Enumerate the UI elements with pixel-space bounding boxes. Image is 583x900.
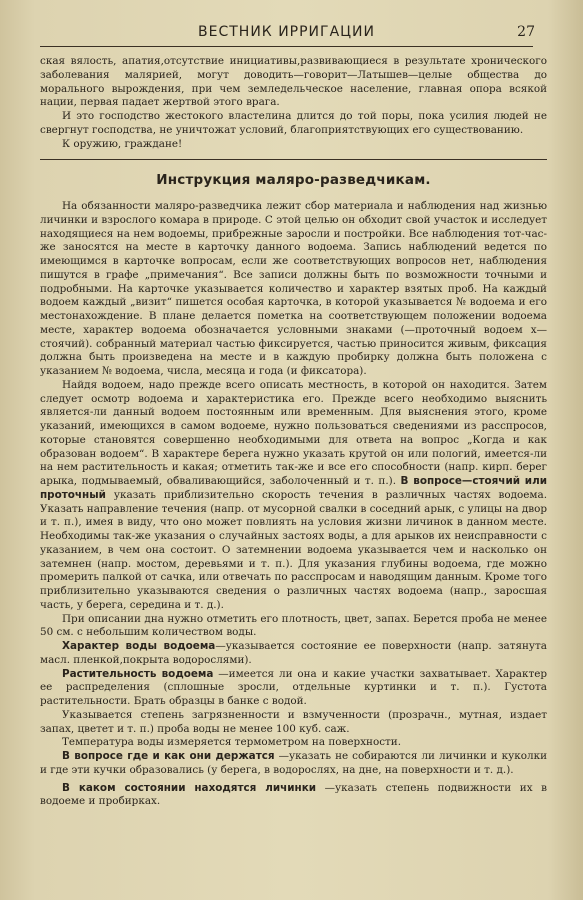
paragraph-text: —указать степень подвижности их в водоеме и пробирках. (40, 781, 547, 808)
running-header (40, 22, 533, 47)
paragraph: К оружию, граждане! (62, 137, 183, 150)
run-in-heading: Растительность водоема (62, 667, 214, 680)
emphasis-text: В вопросе—стоячий или проточный (40, 475, 547, 501)
paragraph: И это господство жестокого властелина длится до той поры, пока усилия людей не свергнут господства, не уничтожат условий, благоприятствующих его существованию. (40, 110, 547, 136)
paragraph-text: Найдя водоем, надо прежде всего описать местность, в которой он находится. Затем следует осмотр водоема и характеристика его. Прежде всего необходимо выяснить является-ли данный водоем постоянным или временным. Для выяснения этого, кроме указаний, имеющихся в самом водоеме, нужно пользоваться сведениями из расспросов, которые становятся совершенно необходимыми для ответа на вопрос „Когда и как образован водоем“. В характере берега нужно указать крутой он или пологий, имеется-ли на нем растительность и какая; отметить так-же и все его способности (напр. кирп. берег арыка, подмываемый, обваливающийся, заболоченный и т. п.). (40, 378, 547, 487)
paragraph: При описании дна нужно отметить его плотность, цвет, запах. Берется проба не менее 50 см. с небольшим количеством воды. (40, 612, 547, 639)
paragraph: Температура воды измеряется термометром на поверхности. (62, 736, 402, 749)
paragraph (40, 379, 547, 613)
paragraph: На обязанности маляро-разведчика лежит сбор материала и наблюдения над жизнью личинки и взрослого комара в природе. С этой целью он обходит свой участок и исследует находящиеся на нем водоемы, прибрежные заросли и постройки. Все наблюдения тот-час-же заносятся на месте в карточку данного водоема. Запись наблюдений ведется по имеющимся в карточке вопросам, если же соответствующих вопросов нет, наблюдения пишутся в графе „примечания“. Все записи должны быть по возможности точными и подробными. На карточке указывается количество и характер взятых проб. На каждый водоем каждый „визит“ пишется особая карточка, в которой указывается № водоема и его местонахождение. В плане делается пометка на соответствующем положении водоема месте, характер водоема обозначается условными знаками (—проточный водоем х—стоячий). собранный материал частью фиксируется, частью приносится живым, фиксация должна быть произведена на месте и в каждую пробирку должна быть положена с указанием № водоема, числа, месяца и года (и фиксатора). (40, 200, 547, 377)
paragraph-text: —указать не собираются ли личинки и куколки и где эти кучки образовались (у берега, в водорослях, на дне, на поверхности и т. д.). (40, 750, 548, 776)
run-in-heading: Характер воды водоема (62, 640, 216, 652)
article-body (40, 55, 547, 809)
journal-title: ВЕСТНИК ИРРИГАЦИИ (198, 24, 375, 40)
paragraph (40, 750, 547, 778)
page-number: 27 (517, 24, 535, 40)
run-in-heading: В каком состоянии находятся личинки (62, 781, 317, 794)
paragraph (40, 782, 547, 810)
paragraph-text: —имеется ли она и какие участки захватывает. Характер ее распределения (сплошные зросли, отдельные куртинки и т. п.). Густота растительности. Брать образцы в банке с водой. (40, 667, 547, 707)
paragraph (40, 668, 547, 709)
section-heading: Инструкция маляро-разведчикам. (156, 172, 431, 189)
paragraph-text: указать приблизительно скорость течения в различных частях водоема. Указать направление течения (напр. от мусорной свалки в соседний арык, с улицы на двор и т. п.), имея в виду, что оно может повлиять на условия жизни личинок в данном месте. Необходимы так-же указания о случайных застоях воды, а для арыков их неисправности с указанием, в чем она состоит. О затемнении водоема указывается чем и насколько он затемнен (напр. мостом, деревьями и т. п.). Для указания глубины водоема, где можно промерить палкой от сачка, или отвечать по расспросам и наводящим данным. Кроме того приблизительно указываются сведения о различных частях водоема (напр., заросшая часть, у берега, середина и т. д.). (40, 488, 547, 611)
paragraph-text: —указывается состояние ее поверхности (напр. затянута масл. пленкой,покрыта водорослями). (40, 640, 547, 666)
section-divider (40, 159, 547, 160)
paragraph: ская вялость, апатия,отсутствие инициативы,развивающиеся в результате хронического заболевания малярией, могут доводить—говорит—Латышев—целые общества до морального вырождения, при чем земледельческое население, главная опора всякой нации, первая падает жертвой этого врага. (40, 55, 547, 109)
paragraph: Указывается степень загрязненности и взмученности (прозрачн., мутная, издает запах, цветет и т. п.) проба воды не менее 100 куб. саж. (40, 708, 547, 735)
run-in-heading: В вопросе где и как они держатся (62, 750, 275, 762)
paragraph (40, 640, 547, 668)
